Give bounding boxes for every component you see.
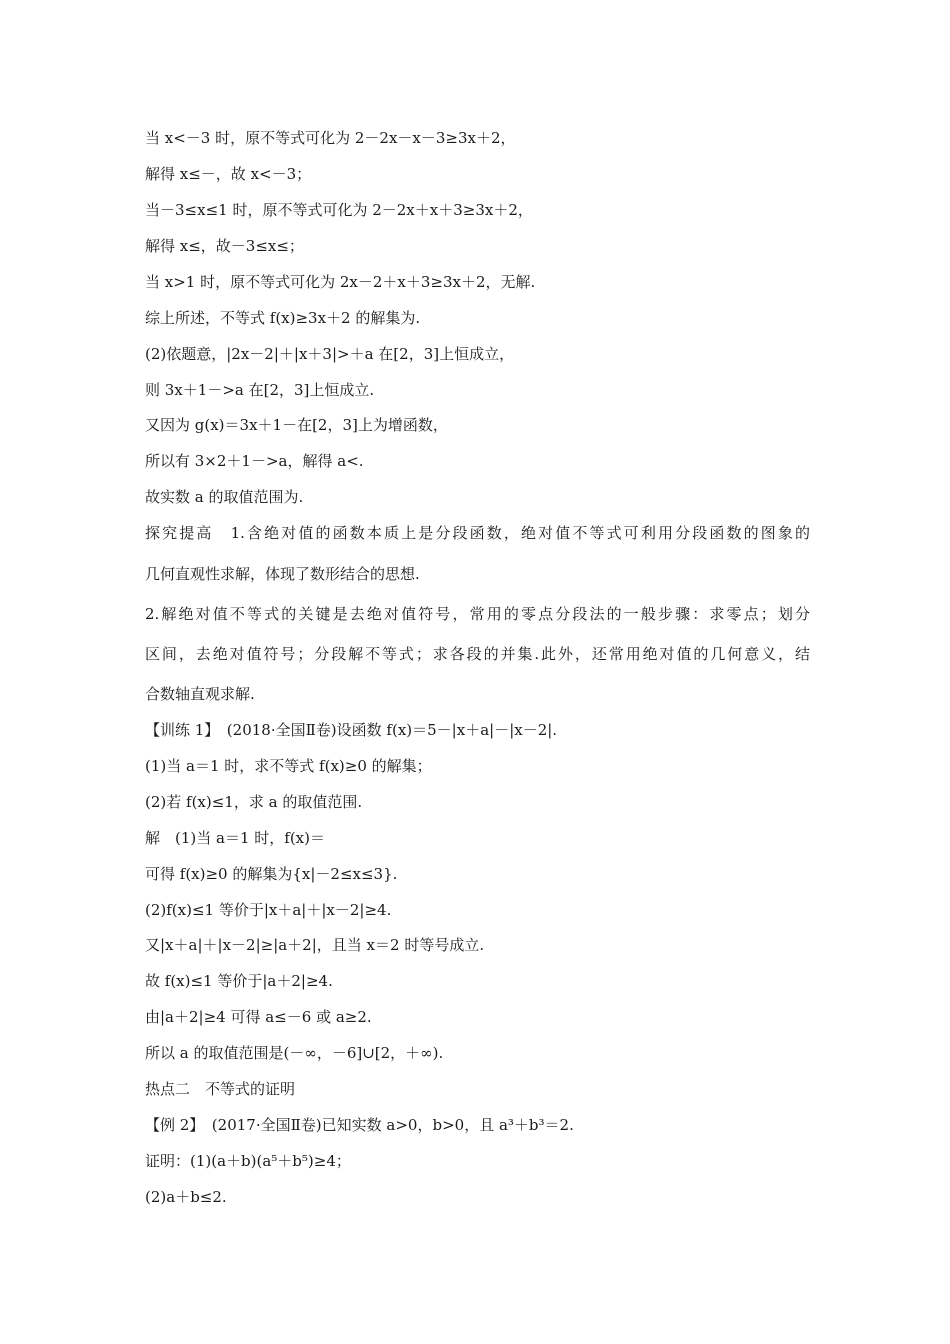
text-line: 【训练 1】 (2018·全国Ⅱ卷)设函数 f(x)＝5－|x＋a|－|x－2|. (145, 721, 558, 739)
text-line: 当－3≤x≤1 时，原不等式可化为 2－2x＋x＋3≥3x＋2， (145, 201, 533, 219)
section-heading: 热点二 不等式的证明 (145, 1080, 296, 1098)
text-line: 2.解绝对值不等式的关键是去绝对值符号，常用的零点分段法的一般步骤：求零点；划分 (145, 605, 810, 623)
text-line: 区间，去绝对值符号；分段解不等式；求各段的并集.此外，还常用绝对值的几何意义，结 (145, 645, 810, 663)
text-line: (2)依题意，|2x－2|＋|x＋3|>＋a 在[2，3]上恒成立， (145, 345, 515, 363)
text-line: 【例 2】 (2017·全国Ⅱ卷)已知实数 a>0，b>0，且 a³＋b³＝2. (145, 1116, 574, 1134)
text-line: (2)f(x)≤1 等价于|x＋a|＋|x－2|≥4. (145, 901, 392, 919)
text-line: 又因为 g(x)＝3x＋1－在[2，3]上为增函数， (145, 416, 448, 434)
text-line: 当 x>1 时，原不等式可化为 2x－2＋x＋3≥3x＋2，无解. (145, 273, 536, 291)
text-line: 探究提高 1.含绝对值的函数本质上是分段函数，绝对值不等式可利用分段函数的图象的 (145, 524, 810, 542)
text-line: 解 (1)当 a＝1 时，f(x)＝ (145, 829, 325, 847)
text-line: 几何直观性求解，体现了数形结合的思想. (145, 565, 420, 583)
text-line: 所以 a 的取值范围是(－∞，－6]∪[2，＋∞). (145, 1044, 444, 1062)
text-line: 故实数 a 的取值范围为. (145, 488, 304, 506)
text-line: 合数轴直观求解. (145, 685, 255, 703)
text-line: 当 x<－3 时，原不等式可化为 2－2x－x－3≥3x＋2， (145, 129, 516, 147)
text-line: 可得 f(x)≥0 的解集为{x|－2≤x≤3}. (145, 865, 398, 883)
text-line: (2)若 f(x)≤1，求 a 的取值范围. (145, 793, 363, 811)
text-line: 综上所述，不等式 f(x)≥3x＋2 的解集为. (145, 309, 421, 327)
text-line: 故 f(x)≤1 等价于|a＋2|≥4. (145, 972, 333, 990)
text-line: 所以有 3×2＋1－>a，解得 a<. (145, 452, 364, 470)
text-line: (1)当 a＝1 时，求不等式 f(x)≥0 的解集； (145, 757, 432, 775)
text-line: 则 3x＋1－>a 在[2，3]上恒成立. (145, 381, 375, 399)
text-line: 解得 x≤，故－3≤x≤； (145, 237, 304, 255)
text-line: 解得 x≤－，故 x<－3； (145, 165, 312, 183)
text-line: 又|x＋a|＋|x－2|≥|a＋2|，且当 x＝2 时等号成立. (145, 936, 485, 954)
text-line: (2)a＋b≤2. (145, 1188, 227, 1206)
text-line: 由|a＋2|≥4 可得 a≤－6 或 a≥2. (145, 1008, 372, 1026)
text-line: 证明：(1)(a＋b)(a⁵＋b⁵)≥4； (145, 1152, 351, 1170)
